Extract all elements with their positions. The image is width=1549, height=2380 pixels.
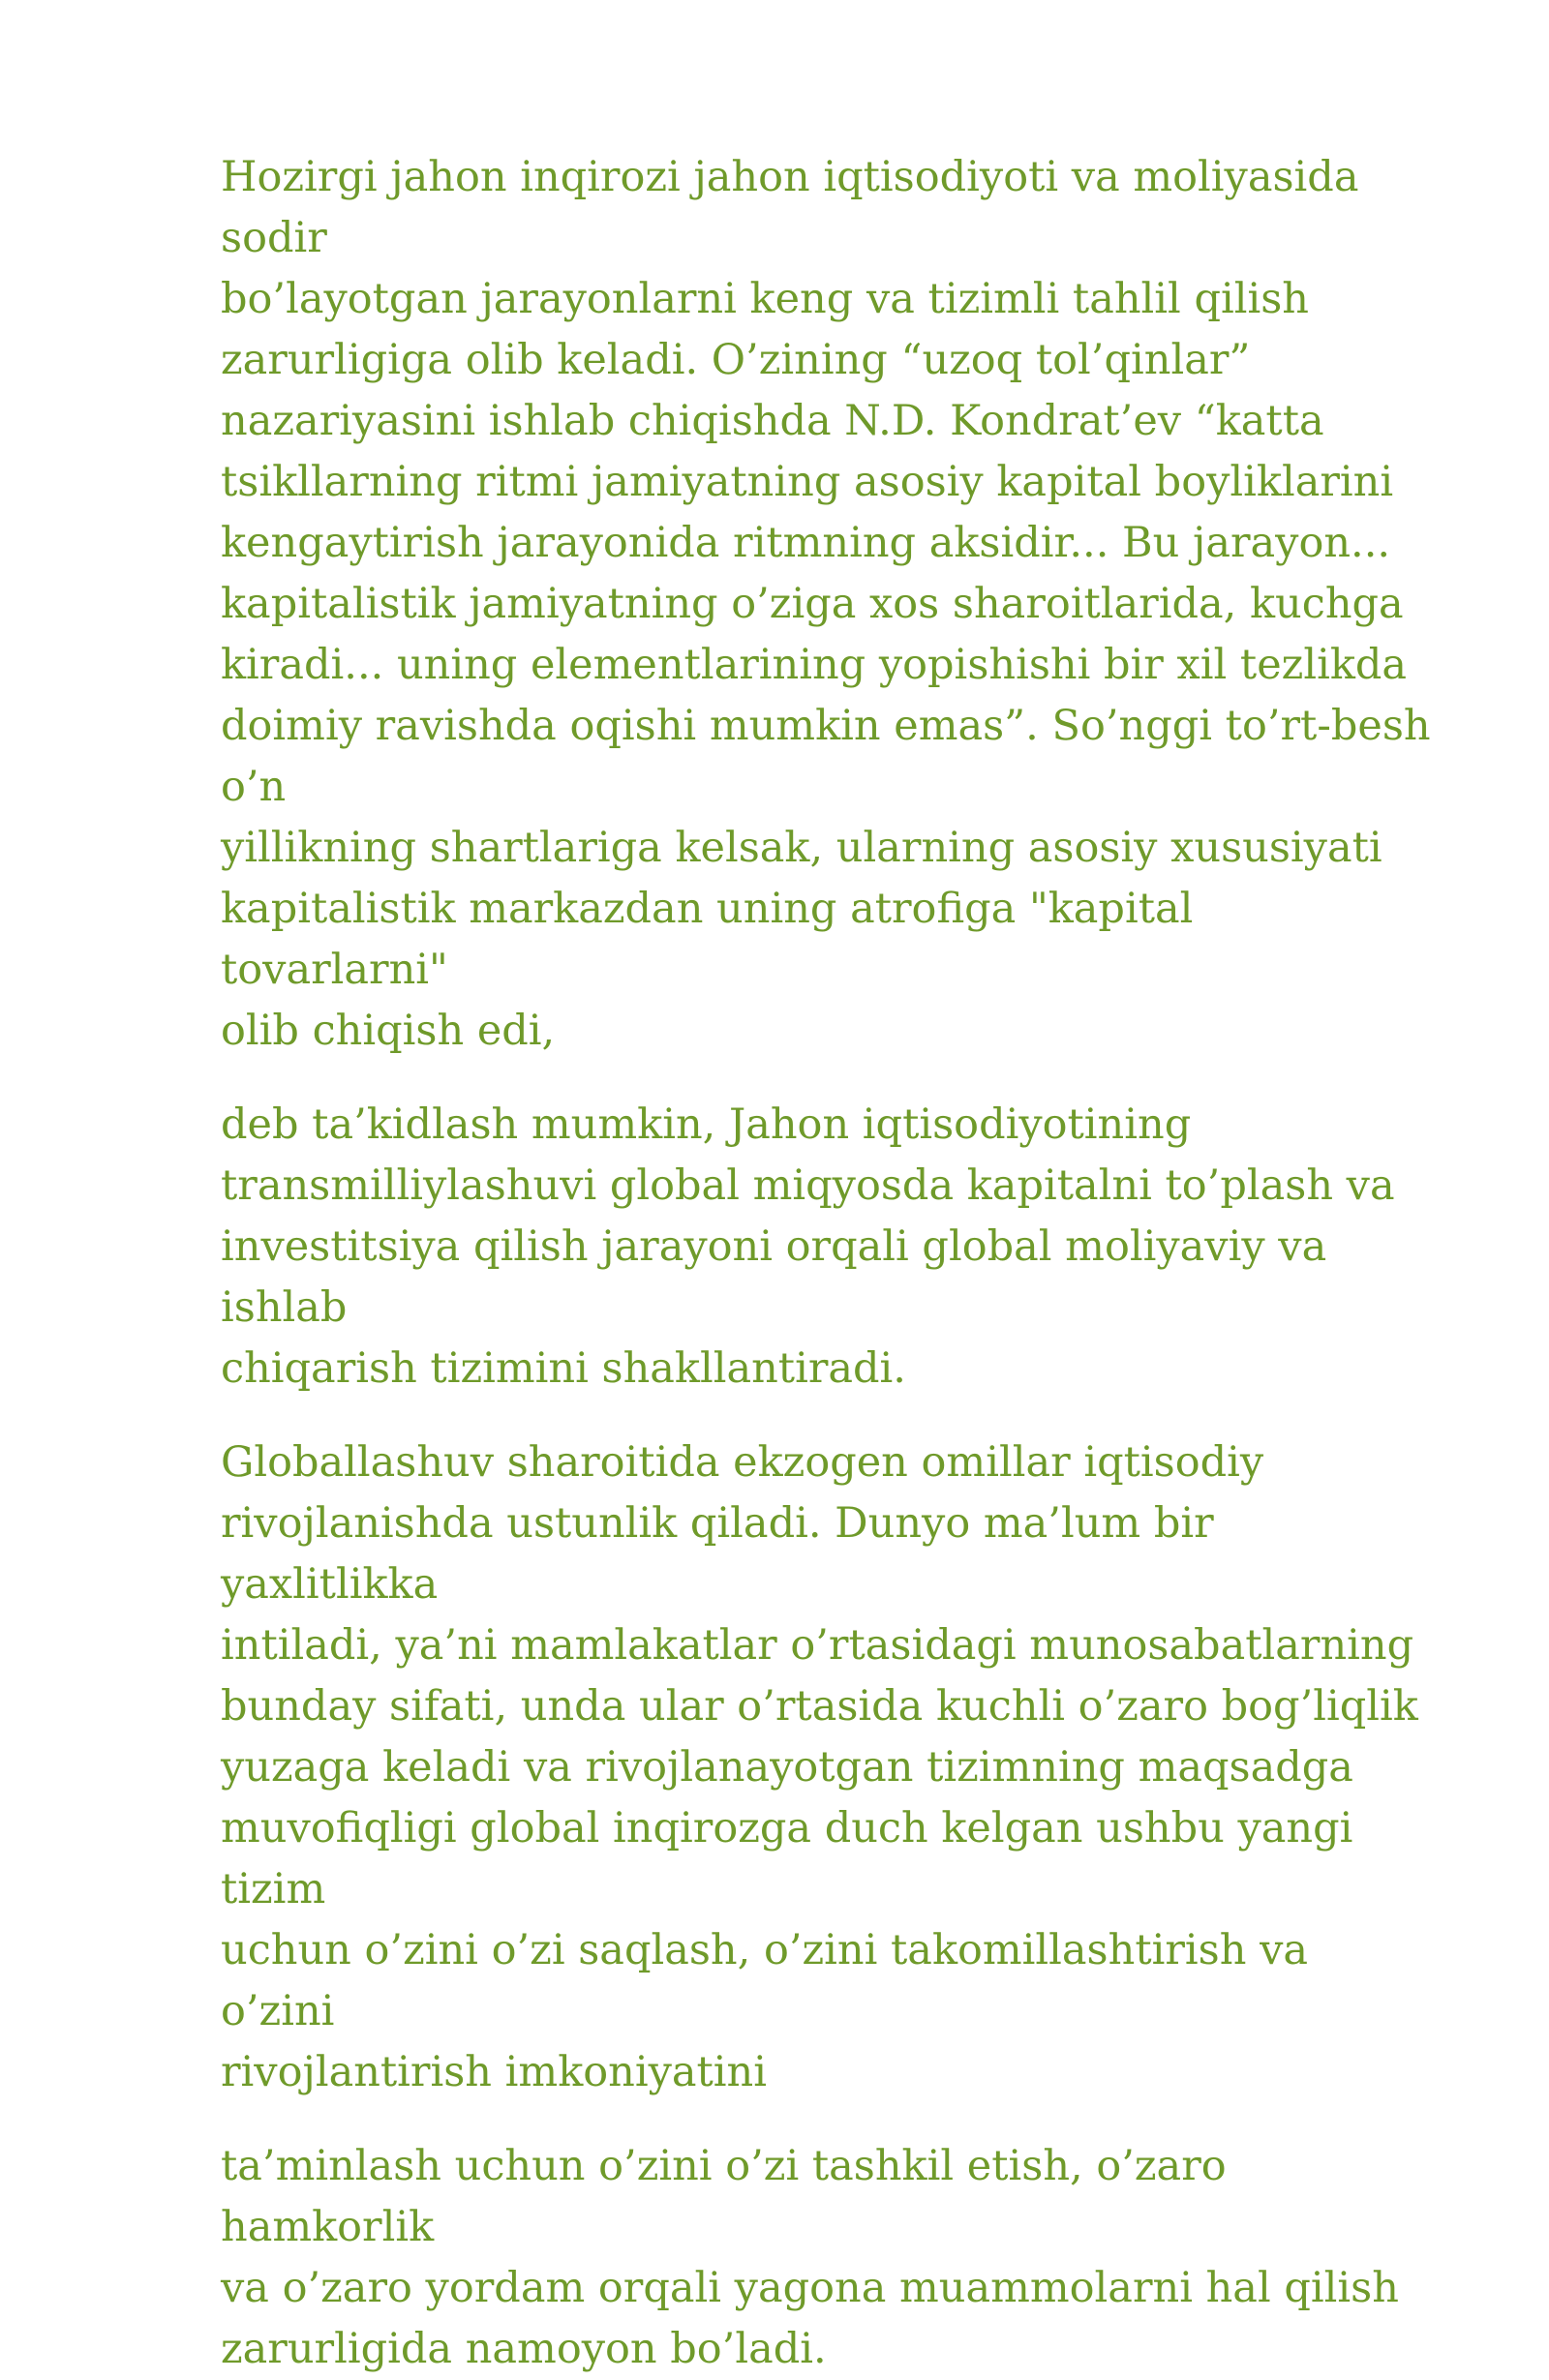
- document-body: [221, 147, 1431, 2380]
- paragraph-4: ta’minlash uchun o’zini o’zi tashkil etish, o’zaro hamkorlik va o’zaro yordam orqali yagona muammolarni hal qilish zarurligida namoyon bo’ladi.: [221, 2142, 1399, 2373]
- paragraph-3: Globallashuv sharoitida ekzogen omillar iqtisodiy rivojlanishda ustunlik qiladi. Dunyo ma’lum bir yaxlitlikka intiladi, ya’ni mamlakatlar o’rtasidagi munosabatlarning bunday sifati, unda ular o’rtasida kuchli o’zaro bog’liqlik yuzaga keladi va rivojlanayotgan tizimning maqsadga muvofiqligi global inqirozga duch kelgan ushbu yangi tizim uchun o’zini o’zi saqlash, o’zini takomillashtirish va o’zini rivojlantirish imkoniyatini: [221, 1438, 1418, 2096]
- paragraph-1: Hozirgi jahon inqirozi jahon iqtisodiyoti va moliyasida sodir bo’layotgan jarayonlarni keng va tizimli tahlil qilish zarurligiga olib keladi. O’zining “uzoq tol’qinlar” nazariyasini ishlab chiqishda N.D. Kondrat’ev “katta tsikllarning ritmi jamiyatning asosiy kapital boyliklarini kengaytirish jarayonida ritmning aksidir... Bu jarayon... kapitalistik jamiyatning o’ziga xos sharoitlarida, kuchga kiradi... uning elementlarining yopishishi bir xil tezlikda doimiy ravishda oqishi mumkin emas”. So’nggi to’rt-besh o’n yillikning shartlariga kelsak, ularning asosiy xususiyati kapitalistik markazdan uning atrofiga "kapital tovarlarni" olib chiqish edi,: [221, 153, 1431, 1055]
- paragraph-2: deb ta’kidlash mumkin, Jahon iqtisodiyotining transmilliylashuvi global miqyosda kapitalni to’plash va investitsiya qilish jarayoni orqali global moliyaviy va ishlab chiqarish tizimini shakllantiradi.: [221, 1100, 1395, 1393]
